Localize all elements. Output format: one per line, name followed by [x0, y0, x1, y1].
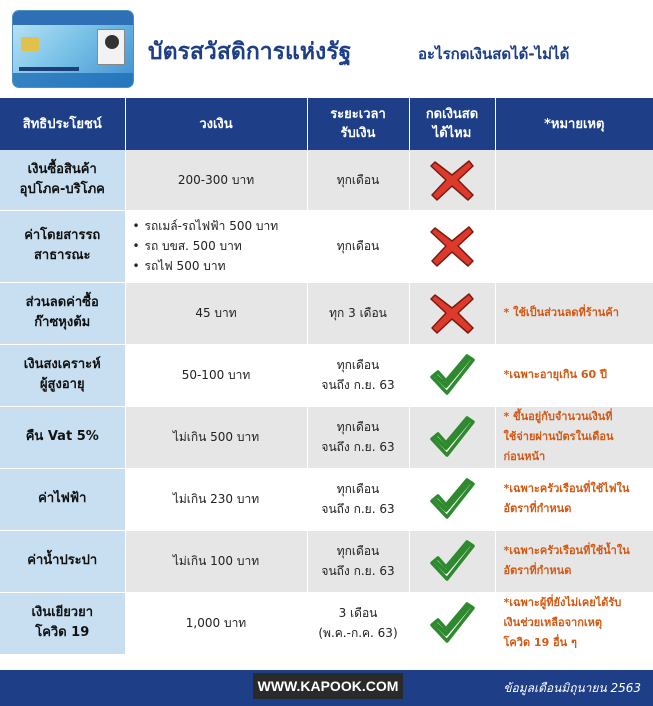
- amount-cell: [125, 210, 307, 282]
- table-row: [0, 530, 653, 592]
- amount-cell: ไม่เกิน 100 บาท: [125, 530, 307, 592]
- column-header-cash: กดเงินสด ได้ไหม: [409, 98, 495, 150]
- amount-cell: 50-100 บาท: [125, 344, 307, 406]
- column-header-period: ระยะเวลา รับเงิน: [307, 98, 409, 150]
- note-cell: * ใช้เป็นส่วนลดที่ร้านค้า: [495, 282, 653, 344]
- benefit-cell: ส่วนลดค่าซื้อ ก๊าซหุงต้ม: [0, 282, 125, 344]
- list-item: • รถไฟ 500 บาท: [133, 256, 304, 276]
- benefit-cell: เงินสงเคราะห์ ผู้สูงอายุ: [0, 344, 125, 406]
- welfare-card-image: [12, 10, 134, 88]
- footer: [0, 670, 653, 706]
- period-cell: ทุกเดือน: [307, 150, 409, 210]
- cash-withdraw-cell: [409, 592, 495, 654]
- table-row: [0, 406, 653, 468]
- column-header-benefit: สิทธิประโยชน์: [0, 98, 125, 150]
- cash-withdraw-cell: [409, 406, 495, 468]
- amount-cell: ไม่เกิน 500 บาท: [125, 406, 307, 468]
- cash-withdraw-cell: [409, 210, 495, 282]
- table-header-row: [0, 98, 653, 150]
- amount-list: [129, 216, 304, 276]
- green-check-icon: [429, 477, 475, 521]
- green-check-icon: [429, 415, 475, 459]
- table-row: [0, 282, 653, 344]
- green-check-icon: [429, 601, 475, 645]
- benefit-cell: ค่าน้ำประปา: [0, 530, 125, 592]
- benefit-cell: เงินเยียวยา โควิด 19: [0, 592, 125, 654]
- note-cell: *เฉพาะอายุเกิน 60 ปี: [495, 344, 653, 406]
- table-body: [0, 150, 653, 654]
- column-header-note: *หมายเหตุ: [495, 98, 653, 150]
- period-cell: ทุกเดือน จนถึง ก.ย. 63: [307, 344, 409, 406]
- note-cell: [495, 210, 653, 282]
- table-row: [0, 592, 653, 654]
- note-cell: *เฉพาะผู้ที่ยังไม่เคยได้รับ เงินช่วยเหลือจากเหตุ โควิด 19 อื่น ๆ: [495, 592, 653, 654]
- table-row: [0, 210, 653, 282]
- red-cross-icon: [429, 224, 475, 268]
- note-cell: [495, 150, 653, 210]
- green-check-icon: [429, 353, 475, 397]
- list-item: • รถเมล์-รถไฟฟ้า 500 บาท: [133, 216, 304, 236]
- note-cell: *เฉพาะครัวเรือนที่ใช้ไฟใน อัตราที่กำหนด: [495, 468, 653, 530]
- cash-withdraw-cell: [409, 530, 495, 592]
- benefits-table: [0, 98, 653, 655]
- benefit-cell: ค่าไฟฟ้า: [0, 468, 125, 530]
- site-url-badge: WWW.KAPOOK.COM: [253, 673, 403, 699]
- amount-cell: ไม่เกิน 230 บาท: [125, 468, 307, 530]
- page-title: บัตรสวัสดิการแห่งรัฐ: [148, 39, 352, 65]
- benefit-cell: คืน Vat 5%: [0, 406, 125, 468]
- table-row: [0, 150, 653, 210]
- note-cell: *เฉพาะครัวเรือนที่ใช้น้ำใน อัตราที่กำหนด: [495, 530, 653, 592]
- column-header-amount: วงเงิน: [125, 98, 307, 150]
- period-cell: 3 เดือน (พ.ค.-ก.ค. 63): [307, 592, 409, 654]
- red-cross-icon: [429, 158, 475, 202]
- amount-cell: 1,000 บาท: [125, 592, 307, 654]
- green-check-icon: [429, 539, 475, 583]
- amount-cell: 45 บาท: [125, 282, 307, 344]
- page-subtitle: อะไรกดเงินสดได้-ไม่ได้: [418, 45, 570, 63]
- cash-withdraw-cell: [409, 150, 495, 210]
- note-cell: * ขึ้นอยู่กับจำนวนเงินที่ ใช้จ่ายผ่านบัตรในเดือน ก่อนหน้า: [495, 406, 653, 468]
- period-cell: ทุกเดือน จนถึง ก.ย. 63: [307, 406, 409, 468]
- list-item: • รถ บขส. 500 บาท: [133, 236, 304, 256]
- amount-cell: 200-300 บาท: [125, 150, 307, 210]
- table-row: [0, 468, 653, 530]
- table-row: [0, 344, 653, 406]
- period-cell: ทุก 3 เดือน: [307, 282, 409, 344]
- period-cell: ทุกเดือน: [307, 210, 409, 282]
- cash-withdraw-cell: [409, 344, 495, 406]
- benefit-cell: ค่าโดยสารรถ สาธารณะ: [0, 210, 125, 282]
- data-source-note: ข้อมูลเดือนมิถุนายน 2563: [503, 681, 641, 695]
- cash-withdraw-cell: [409, 468, 495, 530]
- header: [0, 0, 653, 98]
- red-cross-icon: [429, 291, 475, 335]
- cash-withdraw-cell: [409, 282, 495, 344]
- benefit-cell: เงินซื้อสินค้า อุปโภค-บริโภค: [0, 150, 125, 210]
- period-cell: ทุกเดือน จนถึง ก.ย. 63: [307, 530, 409, 592]
- period-cell: ทุกเดือน จนถึง ก.ย. 63: [307, 468, 409, 530]
